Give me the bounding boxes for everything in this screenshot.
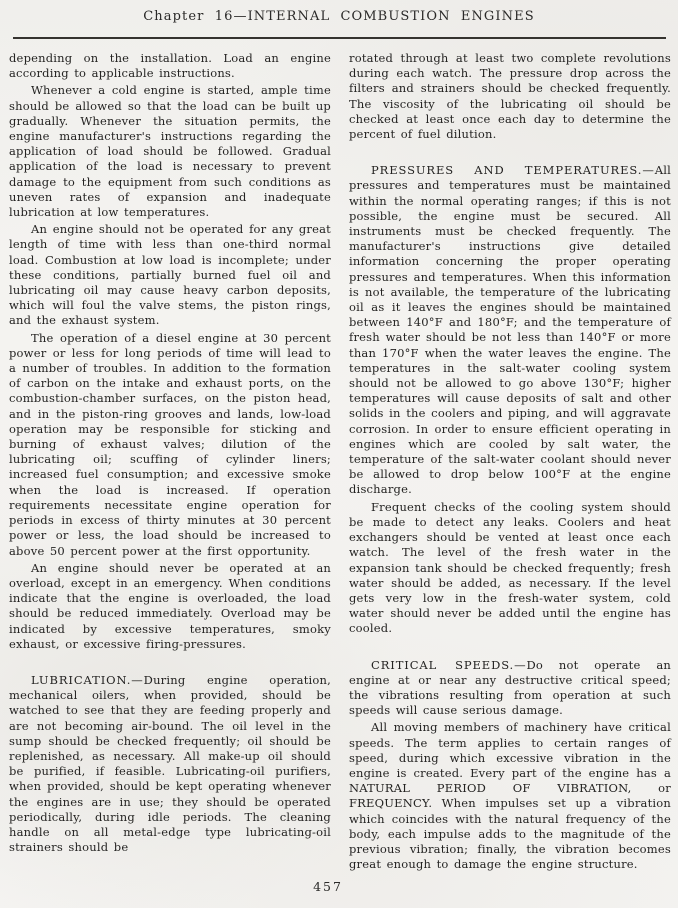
paragraph-text: depending on the installation. Load an engine according to applicable instructions.: [9, 51, 331, 81]
paragraph-text: The operation of a diesel engine at 30 percent power or less for long periods of time will lead to a number of troubles. In addition to the formation of carbon on the intake and exhaust ports, on the combustion-chamber surfaces, on the piston head, and in the piston-ring grooves and lands, low-load operation may be responsible for sticking and burning of exhaust valves; dilution of the lubricating oil; scuffing of cylinder liners; increased fuel consumption; and excessive smoke when the load is increased. If operation requirements necessitate engine operation for periods in excess of thirty minutes at 30 percent power or less, the load should be increased to above 50 percent power at the first opportunity.: [9, 330, 331, 558]
paragraph-text: rotated through at least two complete revolutions during each watch. The pressure drop across the filters and strainers should be checked frequently. The viscosity of the lubricating oil should be checked at least once each day to determine the percent of fuel dilution.: [349, 51, 671, 142]
paragraph-text: Do not operate an engine at or near any destructive critical speed; the vibrations resulting from operation at such speeds will cause serious damage.: [349, 657, 671, 718]
section-heading: CRITICAL SPEEDS.—: [371, 657, 527, 672]
paragraph: [9, 561, 331, 652]
section-heading: LUBRICATION.—: [31, 672, 144, 687]
left-column: [9, 51, 331, 872]
paragraph-text: During engine operation, mechanical oilers, when provided, should be watched to see that they are feeding properly and are not becoming air-bound. The oil level in the sump should be checked frequently; oil should be replenished, as necessary. All make-up oil should be purified, if feasible. Lubricating-oil purifiers, when provided, should be kept operating whenever the engines are in use; they should be operated periodically, during idle periods. The cleaning handle on all metal-edge type lubricating-oil strainers should be: [9, 672, 331, 855]
paragraph-text: Whenever a cold engine is started, ample time should be allowed so that the load can be built up gradually. Whenever the situation permits, the engine manufacturer's instructions regarding the application of load should be followed. Gradual application of the load is necessary to prevent damage to the equipment from such conditions as uneven rates of expansion and inadequate lubrication at low temperatures.: [9, 83, 331, 220]
text-columns: [9, 51, 670, 872]
page-number: 457: [313, 879, 343, 894]
paragraph-text: All moving members of machinery have critical speeds. The term applies to certain ranges of speed, during which excessive vibration in the engine is created. Every part of the engine has a NATURAL PERIOD OF VIBRATION, or FREQUENCY. When impulses set up a vibration which coincides with the natural frequency of the body, each impulse adds to the magnitude of the previous vibration; finally, the vibration becomes great enough to damage the engine structure.: [349, 720, 671, 872]
section-critical-speeds: [349, 658, 671, 719]
paragraph-text: An engine should never be operated at an overload, except in an emergency. When conditions indicate that the engine is overloaded, the load should be reduced immediately. Overload may be indicated by excessive temperatures, smoky exhaust, or excessive firing-pressures.: [9, 560, 331, 651]
paragraph-continuation: [9, 51, 331, 81]
paragraph-text: All pressures and temperatures must be maintained within the normal operating ranges; if this is not possible, the engine must be secured. All instruments must be checked frequently. The manufacturer's instructions give detailed information concerning the proper operating pressures and temperatures. When this information is not available, the temperature of the lubricating oil as it leaves the engines should be maintained between 140°F and 180°F; and the temperature of fresh water should be not less than 140°F or more than 170°F when the water leaves the engine. The temperatures in the salt-water cooling system should not be allowed to go above 130°F; higher temperatures will cause deposits of salt and other solids in the coolers and piping, and will aggravate corrosion. In order to ensure efficient operating in engines which are cooled by salt water, the temperature of the salt-water coolant should never be allowed to drop below 100°F at the engine discharge.: [349, 163, 671, 497]
paragraph-continuation: [349, 51, 671, 142]
header-rule: [13, 37, 666, 39]
paragraph: [9, 83, 331, 220]
paragraph-text: An engine should not be operated for any great length of time with less than one-third normal load. Combustion at low load is incomplete; under these conditions, partially burned fuel oil and lubricating oil may cause heavy carbon deposits, which will foul the valve stems, the piston rings, and the exhaust system.: [9, 222, 331, 328]
section-heading: PRESSURES AND TEMPERATURES.—: [371, 163, 655, 178]
paragraph: [9, 222, 331, 328]
chapter-header: Chapter 16—INTERNAL COMBUSTION ENGINES: [143, 9, 535, 24]
section-pressures-and-temperatures: [349, 163, 671, 497]
paragraph: [9, 331, 331, 559]
paragraph: [349, 500, 671, 637]
section-lubrication: [9, 673, 331, 855]
paragraph: [349, 720, 671, 872]
right-column: [349, 51, 671, 872]
paragraph-text: Frequent checks of the cooling system should be made to detect any leaks. Coolers and heat exchangers should be vented at least once each watch. The level of the fresh water in the expansion tank should be checked frequently; fresh water should be added, as necessary. If the level gets very low in the fresh-water system, cold water should never be added until the engine has cooled.: [349, 499, 671, 636]
